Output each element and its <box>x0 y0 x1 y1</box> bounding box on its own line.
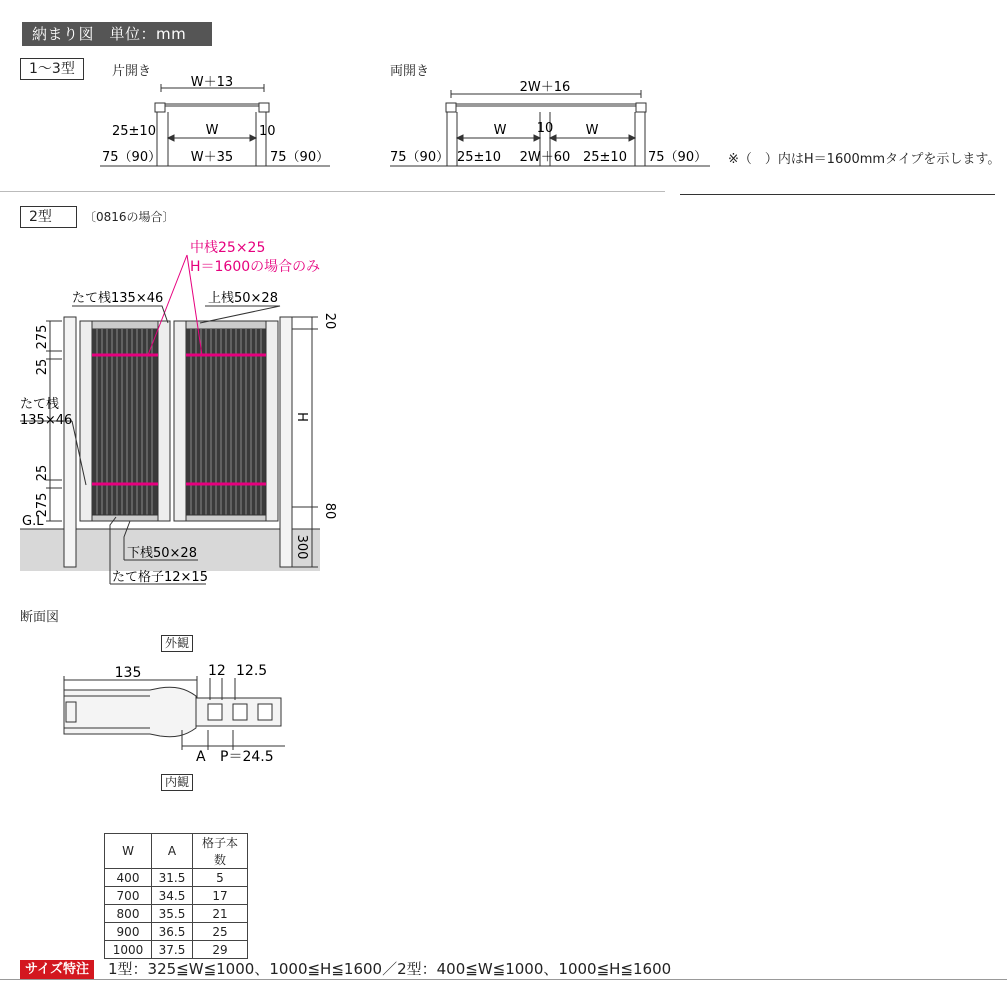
section-title: 断面図 <box>20 610 60 625</box>
size-text: 1型：325≦W≦1000、1000≦H≦1600／2型：400≦W≦1000、1000≦H≦1600 <box>108 960 672 978</box>
type2-tag: 2型 <box>20 206 77 228</box>
sec-125: 12.5 <box>236 663 268 679</box>
double-offset-left: 25±10 <box>457 150 501 165</box>
outer-tag: 外観 <box>161 635 193 652</box>
table-row <box>105 941 248 959</box>
single-post-left: 75（90） <box>102 150 162 165</box>
table-cell: 400 <box>105 869 152 887</box>
table-header-row <box>105 834 248 869</box>
type2-sub: 〔0816の場合〕 <box>84 210 175 224</box>
dim-25-top: 25 <box>35 358 50 376</box>
single-offset-left: 25±10 <box>112 124 156 139</box>
table-cell: 700 <box>105 887 152 905</box>
double-post-left: 75（90） <box>390 150 450 165</box>
table-cell: 5 <box>193 869 248 887</box>
dim-h: H <box>294 412 309 422</box>
section-drawing <box>0 650 320 770</box>
double-post-right: 75（90） <box>648 150 708 165</box>
footer-line <box>0 979 1007 980</box>
sec-135: 135 <box>114 665 142 681</box>
single-gap-right: 10 <box>259 124 276 139</box>
plan-view-drawings <box>0 0 1007 200</box>
elevation-drawing <box>0 225 420 595</box>
double-bottom: 2W＋60 <box>519 150 571 165</box>
size-badge: サイズ特注 <box>20 960 94 979</box>
table-row <box>105 923 248 941</box>
double-overall: 2W＋16 <box>519 80 571 95</box>
double-offset-right: 25±10 <box>583 150 627 165</box>
table-row <box>105 887 248 905</box>
top-rail-label: 上桟50×28 <box>208 291 278 306</box>
table-header-w: W <box>105 834 152 869</box>
spec-table <box>104 833 248 959</box>
single-inner: W <box>205 123 219 138</box>
table-header-a: A <box>152 834 193 869</box>
table-cell: 37.5 <box>152 941 193 959</box>
gl-label: G.L <box>22 514 44 529</box>
dim-275-bottom: 275 <box>35 492 50 518</box>
single-post-right: 75（90） <box>270 150 330 165</box>
stile-top-label: たて桟135×46 <box>72 291 164 306</box>
table-cell: 36.5 <box>152 923 193 941</box>
divider-dark <box>680 194 995 195</box>
table-cell: 21 <box>193 905 248 923</box>
table-cell: 31.5 <box>152 869 193 887</box>
table-cell: 35.5 <box>152 905 193 923</box>
dim-275-top: 275 <box>35 324 50 350</box>
table-cell: 25 <box>193 923 248 941</box>
divider <box>0 191 665 192</box>
dim-300: 300 <box>294 534 309 560</box>
table-cell: 800 <box>105 905 152 923</box>
table-cell: 29 <box>193 941 248 959</box>
table-row <box>105 905 248 923</box>
size-note: ※（ ）内はH＝1600mmタイプを示します。 <box>728 152 1001 167</box>
table-cell: 34.5 <box>152 887 193 905</box>
table-row <box>105 869 248 887</box>
double-leaf-left: W <box>493 123 507 138</box>
inner-tag: 内観 <box>161 774 193 791</box>
double-title: 両開き <box>390 64 430 79</box>
table-cell: 1000 <box>105 941 152 959</box>
table-cell: 17 <box>193 887 248 905</box>
type13-tag: 1〜3型 <box>20 58 84 80</box>
double-leaf-right: W <box>585 123 599 138</box>
bottom-rail-label: 下桟50×28 <box>127 546 197 561</box>
dim-80: 80 <box>322 502 337 520</box>
page-title: 納まり図 単位：mm <box>22 22 212 46</box>
sec-a: A <box>196 749 206 765</box>
table-header-count: 格子本数 <box>193 834 248 869</box>
stile-left-label-1: たて桟 <box>20 397 60 412</box>
sec-p: P＝24.5 <box>220 749 274 765</box>
single-overall: W＋13 <box>190 75 234 90</box>
dim-20: 20 <box>322 312 337 330</box>
lattice-label: たて格子12×15 <box>112 570 208 585</box>
single-title: 片開き <box>112 64 152 79</box>
middle-rail-label: 中桟25×25 <box>190 240 266 256</box>
sec-12: 12 <box>208 663 226 679</box>
table-cell: 900 <box>105 923 152 941</box>
single-bottom: W＋35 <box>190 150 234 165</box>
stile-left-label-2: 135×46 <box>20 413 73 428</box>
double-gap-center: 10 <box>536 121 554 136</box>
middle-rail-note: H＝1600の場合のみ <box>190 259 321 275</box>
dim-25-bottom: 25 <box>35 464 50 482</box>
